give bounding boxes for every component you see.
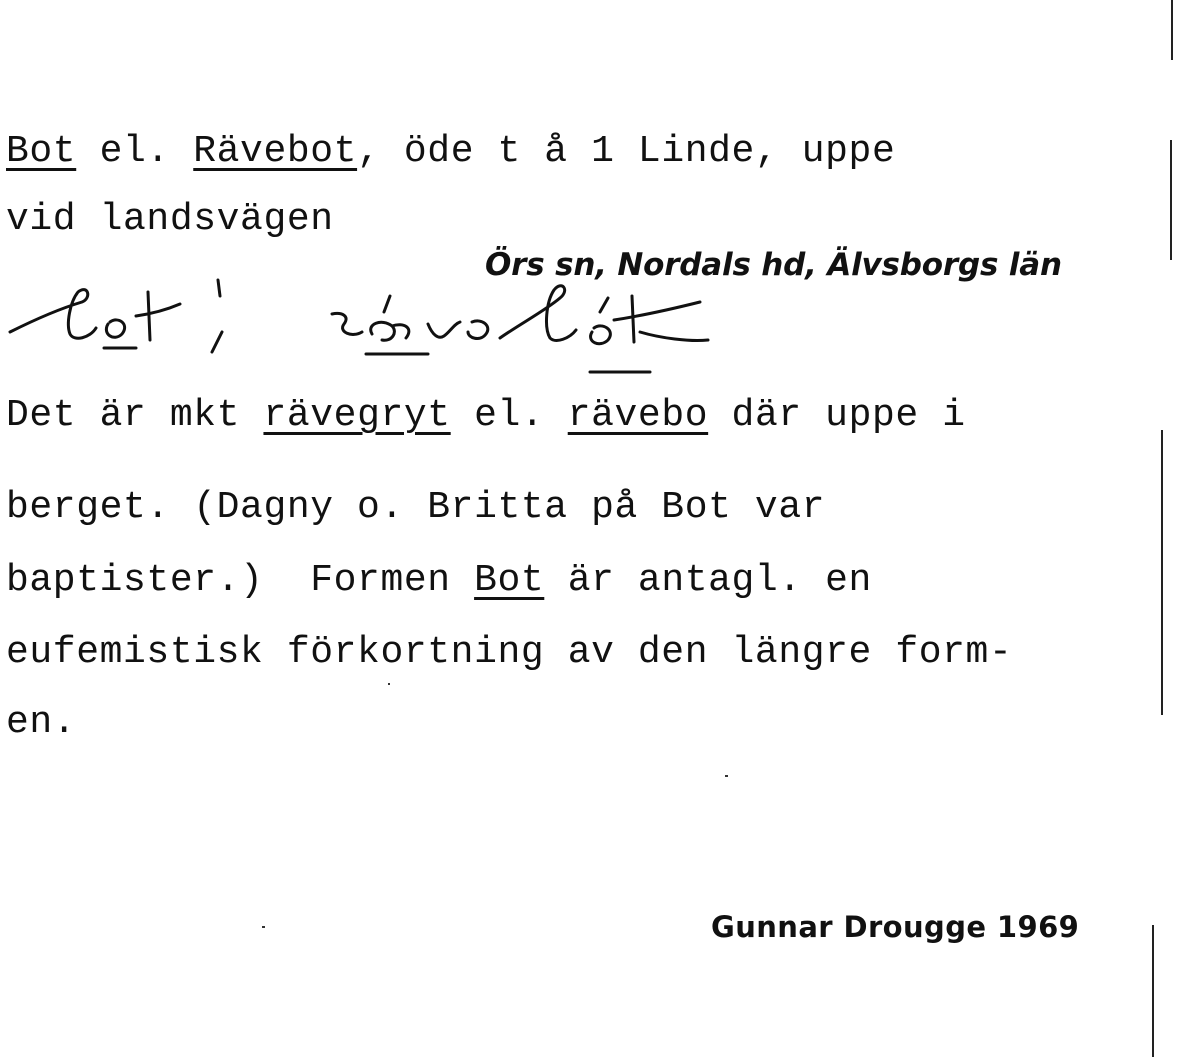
hw-b [10,290,96,339]
term-ravebo: rävebo [567,394,709,437]
body-line-1-pre: Det är mkt [6,394,264,437]
body-line-1 [6,394,966,437]
body-line-5: en. [6,701,77,744]
term-bot: Bot [474,559,545,602]
hw-semicolon [212,280,222,352]
hw-ae [371,322,409,340]
hw-o2-accent [600,298,608,312]
headword-bot: Bot [6,130,77,173]
headword-separator: el. [76,130,194,173]
speck-2 [725,775,728,777]
hw-o2 [591,326,611,344]
place-stamp: Örs sn, Nordals hd, Älvsborgs län [485,247,1062,283]
term-ravegryt: rävegryt [263,394,451,437]
hw-r [332,313,362,334]
headword-ravebot: Rävebot [193,130,358,173]
hw-ae-accent [384,296,390,312]
hw-t [148,292,150,340]
hw-o [106,320,124,337]
hw-schwa [468,321,488,339]
hw-v [428,322,460,337]
body-line-2: berget. (Dagny o. Britta på Bot var [6,486,826,529]
body-line-3 [6,559,872,602]
hw-t2-tail [640,332,708,341]
headword-line [6,130,896,173]
body-line-3-pre: baptister.) Formen [6,559,475,602]
speck-3 [388,683,390,685]
headword-rest: , öde t å 1 Linde, uppe [357,130,896,173]
body-line-1-mid: el. [450,394,568,437]
handwritten-pronunciation [0,262,760,392]
hw-t-cross [136,304,180,316]
body-line-4: eufemistisk förkortning av den längre form- [6,631,1013,674]
body-line-3-post: är antagl. en [544,559,872,602]
hw-b2 [500,286,576,341]
hw-t2 [632,296,634,342]
speck-1 [262,926,265,928]
body-line-1-post: där uppe i [708,394,966,437]
hw-t2-cross [614,302,700,320]
location-line: vid landsvägen [6,198,334,241]
signature-stamp: Gunnar Drougge 1969 [711,910,1080,944]
